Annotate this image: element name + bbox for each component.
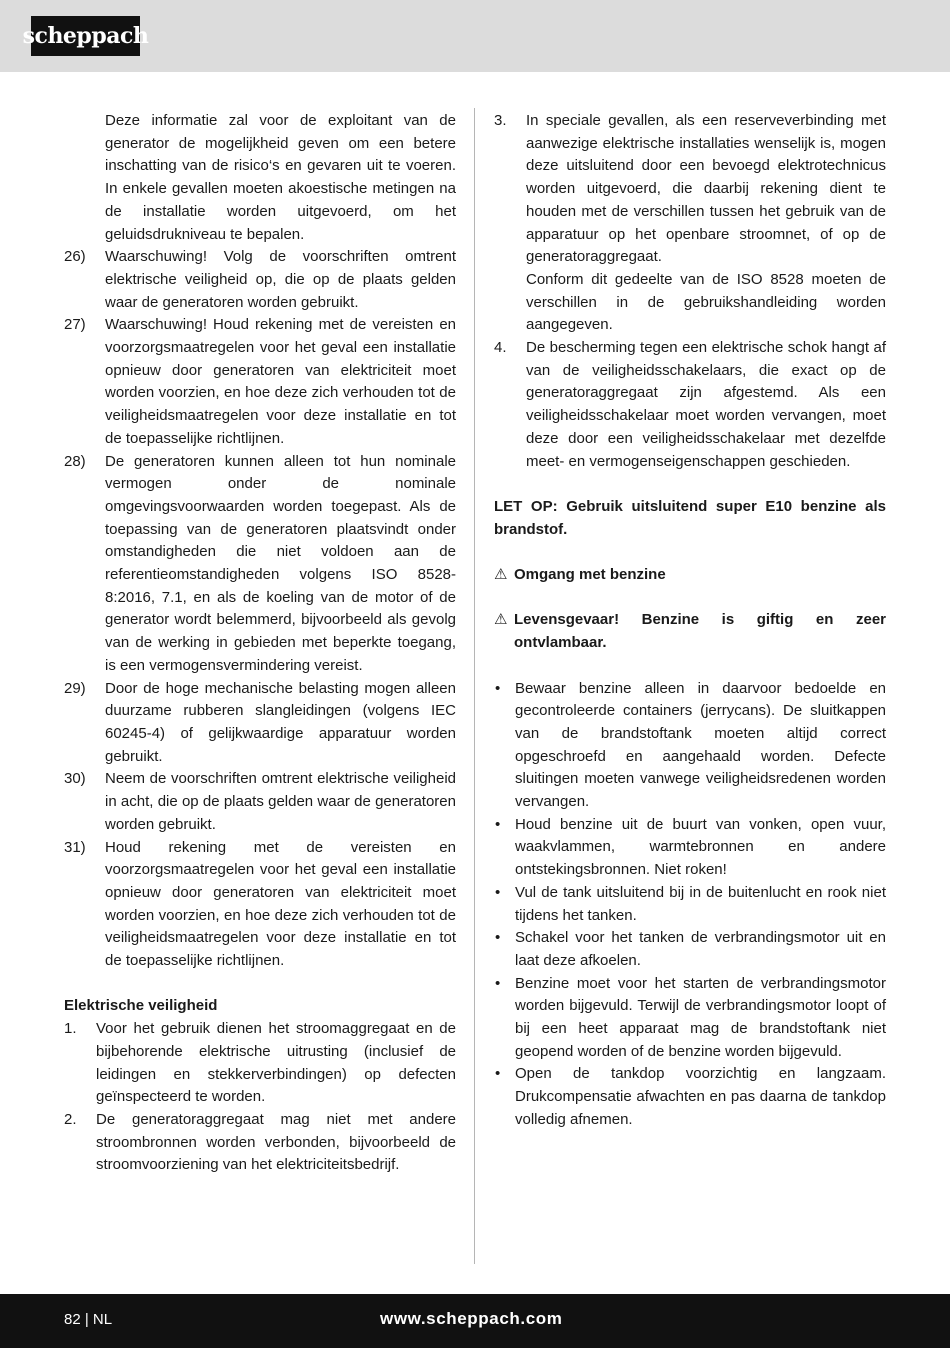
item-number: 30)	[64, 770, 86, 788]
footer-bar	[0, 1294, 950, 1348]
spacer	[494, 541, 886, 564]
bullet-dot: •	[495, 883, 501, 901]
fuel-note: LET OP: Gebruik uitsluitend super E10 benzine als brandstof.	[494, 497, 886, 538]
item-number: 2.	[64, 1110, 77, 1128]
item-number: 26)	[64, 248, 86, 266]
danger-warning	[494, 609, 886, 654]
spacer	[494, 473, 886, 496]
bullet-item	[494, 973, 886, 1064]
spacer	[64, 973, 456, 996]
item-text: Waarschuwing! Volg de voorschriften omtrent elektrische veiligheid op, die op de plaats gelden waar de generatoren worden gebruikt.	[105, 248, 456, 311]
website-link[interactable]: www.scheppach.com	[380, 1309, 563, 1328]
spacer	[494, 587, 886, 610]
bullet-item	[494, 927, 886, 972]
left-column	[64, 110, 456, 1177]
item-text: Voor het gebruik dienen het stroomaggregaat en de bijbehorende elektrische uitrusting (inclusief de leidingen en stekkerverbindingen) op defecten geïnspecteerd te worden.	[96, 1020, 456, 1106]
bullet-text: Benzine moet voor het starten de verbrandingsmotor worden bijgevuld. Terwijl de verbrandingsmotor loopt of bij een heet apparaat mag de brandstoftank niet geopend worden of de benzine worden bijgevuld.	[515, 974, 886, 1060]
list-item-28	[64, 451, 456, 678]
bullet-item	[494, 882, 886, 927]
page-number: 82 | NL	[64, 1311, 113, 1328]
bullet-item	[494, 678, 886, 814]
bullet-item	[494, 814, 886, 882]
item-number: 31)	[64, 838, 86, 856]
item-number: 29)	[64, 679, 86, 697]
item-number: 4.	[494, 339, 507, 357]
bullet-item	[494, 1063, 886, 1131]
bullet-text: Open de tankdop voorzichtig en langzaam. Drukcompensatie afwachten en pas daarna de tankdop volledig afnemen.	[515, 1065, 886, 1128]
column-divider	[474, 108, 475, 1264]
bullet-text: Vul de tank uitsluitend bij in de buitenlucht en rook niet tijdens het tanken.	[515, 883, 886, 924]
bullet-dot: •	[495, 929, 501, 947]
item-number: 1.	[64, 1020, 77, 1038]
bullet-text: Bewaar benzine alleen in daarvoor bedoelde en gecontroleerde containers (jerrycans). De sluitkappen van de brandstoftank moeten altijd correct opgeschroefd en aangehaald worden. Defecte sluitingen moeten vanwege veiligheidsredenen worden vervangen.	[515, 679, 886, 811]
item-number: 27)	[64, 316, 86, 334]
danger-warning-text: Levensgevaar! Benzine is giftig en zeer ontvlambaar.	[514, 611, 886, 652]
intro-paragraph: Deze informatie zal voor de exploitant van de generator de mogelijkheid geven om een betere inschatting van de risico‘s en gevaren uit te voeren. In enkele gevallen moeten akoestische metingen na de installatie worden uitgevoerd, om het geluidsdrukniveau te bepalen.	[105, 112, 456, 243]
item-number: 28)	[64, 452, 86, 470]
header-band	[0, 0, 950, 72]
elec-item-4	[494, 337, 886, 473]
list-item-26	[64, 246, 456, 314]
brand-logo: scheppach	[31, 16, 140, 56]
item-text: De generatoren kunnen alleen tot hun nominale vermogen onder de nominale omgevingsvoorwaarden worden toegepast. Als de toepassing van de generatoren plaatsvindt onder omstandigheden die niet voldoen aan de referentieomstandigheden volgens ISO 8528-8:2016, 7.1, en als de koeling van de motor of de generator wordt belemmerd, bijvoorbeeld als gevolg van de werking in gebieden met beperkte toegang, is een vermogensvermindering vereist.	[105, 452, 456, 674]
fuel-heading-text: Omgang met benzine	[514, 566, 666, 584]
section-heading-electrical-safety: Elektrische veiligheid	[64, 997, 218, 1015]
elec-item-1	[64, 1018, 456, 1109]
item-text: De bescherming tegen een elektrische schok hangt af van de veiligheidsschakelaars, die exact op de generatoraggregaat zijn afgestemd. Als een veiligheidsschakelaar moet worden vervangen, moet deze door een veiligheidsschakelaar met dezelfde meet- en vermogenseigenschappen geschieden.	[526, 339, 886, 470]
item-3-continuation: Conform dit gedeelte van de ISO 8528 moeten de verschillen in de gebruikshandleiding worden aangegeven.	[526, 270, 886, 334]
fuel-heading	[494, 564, 886, 587]
bullet-dot: •	[495, 679, 501, 697]
list-item-29	[64, 678, 456, 769]
bullet-dot: •	[495, 1065, 501, 1083]
list-item-27	[64, 314, 456, 450]
bullet-dot: •	[495, 974, 501, 992]
item-text: Door de hoge mechanische belasting mogen alleen duurzame rubberen slangleidingen (volgens IEC 60245-4) of gelijkwaardige apparatuur worden gebruikt.	[105, 679, 456, 765]
spacer	[494, 655, 886, 678]
right-column	[494, 110, 886, 1132]
list-item-31	[64, 837, 456, 973]
item-number: 3.	[494, 112, 507, 129]
warning-triangle-icon: ⚠	[494, 566, 508, 584]
warning-triangle-icon: ⚠	[494, 611, 508, 629]
item-text: Neem de voorschriften omtrent elektrische veiligheid in acht, die op de plaats gelden waar de generatoren worden gebruikt.	[105, 770, 456, 833]
bullet-text: Schakel voor het tanken de verbrandingsmotor uit en laat deze afkoelen.	[515, 929, 886, 969]
item-text: Houd rekening met de vereisten en voorzorgsmaatregelen voor het geval een installatie opnieuw door generatoren van elektriciteit moet worden voorzien, en hoe deze zich verhouden tot de veiligheidsmaatregelen voor deze installatie en tot de toepasselijke richtlijnen.	[105, 838, 456, 970]
item-text: De generatoraggregaat mag niet met andere stroombronnen worden verbonden, bijvoorbeeld de stroomvoorziening van het elektriciteitsbedrijf.	[96, 1110, 456, 1174]
list-item-30	[64, 768, 456, 836]
item-text: Waarschuwing! Houd rekening met de vereisten en voorzorgsmaatregelen voor het geval een installatie opnieuw door generatoren van elektriciteit moet worden voorzien, en hoe deze zich verhouden tot de veiligheidsmaatregelen voor deze installatie en tot de toepasselijke richtlijnen.	[105, 316, 456, 447]
bullet-dot: •	[495, 815, 501, 833]
bullet-text: Houd benzine uit de buurt van vonken, open vuur, waakvlammen, warmtebronnen en andere ontstekingsbronnen. Niet roken!	[515, 815, 886, 879]
elec-item-3	[494, 110, 886, 269]
item-text: In speciale gevallen, als een reserveverbinding met aanwezige elektrische installaties wenselijk is, mogen deze uitsluitend door een bevoegd elektrotechnicus worden uitgevoerd, die daarbij rekening dient te houden met de verschillen tussen het gebruik van de apparatuur op het openbare stroomnet, of op de generatoraggregaat.	[526, 112, 886, 266]
elec-item-2	[64, 1109, 456, 1177]
